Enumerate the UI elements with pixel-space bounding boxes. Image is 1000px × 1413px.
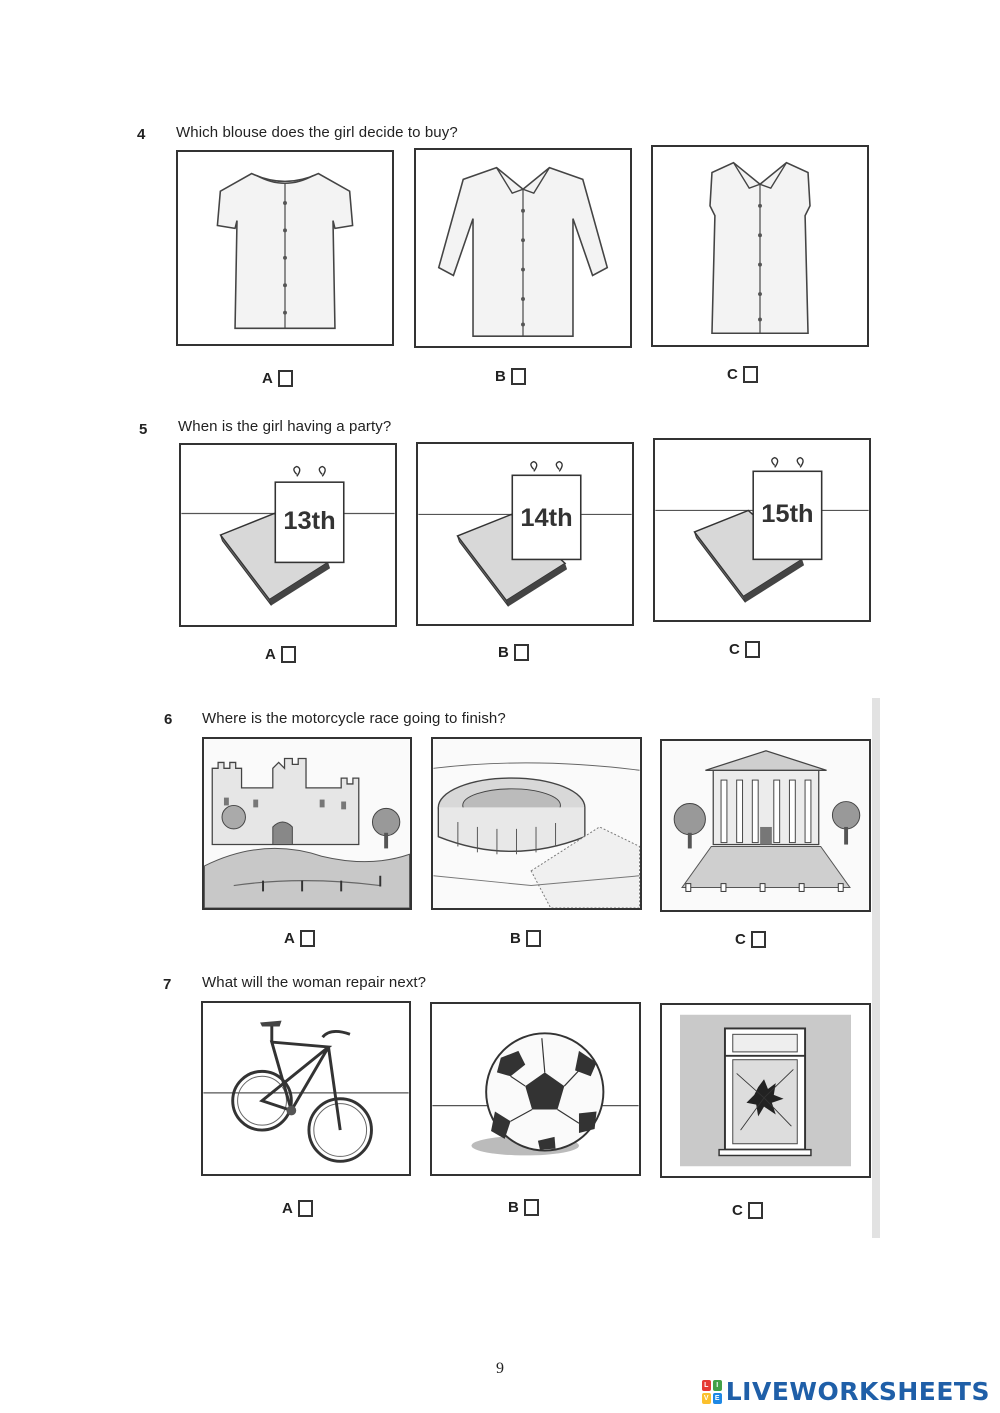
- question-6-text: Where is the motorcycle race going to finish?: [202, 710, 506, 727]
- q4-option-b-label: B: [495, 368, 506, 385]
- q4-picture-b-blouse-three-quarter-sleeves: [414, 148, 632, 348]
- question-5-number: 5: [139, 421, 148, 438]
- q5-calendar-c-label: 15th: [761, 500, 814, 529]
- question-7-number: 7: [163, 976, 172, 993]
- q4-option-b-checkbox[interactable]: [511, 368, 526, 385]
- q4-option-c-checkbox[interactable]: [743, 366, 758, 383]
- q4-option-c-label: C: [727, 366, 738, 383]
- q5-picture-c-calendar-15th: [653, 438, 871, 622]
- question-6-number: 6: [164, 711, 173, 728]
- question-5-text: When is the girl having a party?: [178, 418, 392, 435]
- q6-option-c-label: C: [735, 931, 746, 948]
- q7-picture-a-bicycle: [201, 1001, 411, 1176]
- q5-option-b-checkbox[interactable]: [514, 644, 529, 661]
- q5-picture-b-calendar-14th: [416, 442, 634, 626]
- q7-option-c[interactable]: [732, 1202, 763, 1219]
- q5-calendar-b-label: 14th: [520, 504, 573, 533]
- page-number: 9: [496, 1360, 504, 1377]
- q5-option-c-checkbox[interactable]: [745, 641, 760, 658]
- q5-calendar-a-label: 13th: [283, 507, 336, 536]
- logo-letter-v: V: [702, 1393, 711, 1404]
- q5-option-c[interactable]: [729, 641, 760, 658]
- q7-option-a[interactable]: [282, 1200, 313, 1217]
- q4-option-a-label: A: [262, 370, 273, 387]
- q6-option-c-checkbox[interactable]: [751, 931, 766, 948]
- q7-option-c-checkbox[interactable]: [748, 1202, 763, 1219]
- q4-option-c[interactable]: [727, 366, 758, 383]
- q7-option-b-label: B: [508, 1199, 519, 1216]
- q5-picture-a-calendar-13th: [179, 443, 397, 627]
- q7-option-b-checkbox[interactable]: [524, 1199, 539, 1216]
- q5-option-a-checkbox[interactable]: [281, 646, 296, 663]
- q7-picture-c-broken-window: [660, 1003, 871, 1178]
- q6-option-a[interactable]: [284, 930, 315, 947]
- q5-option-a-label: A: [265, 646, 276, 663]
- q6-picture-c-museum-building: [660, 739, 871, 912]
- q6-option-b[interactable]: [510, 930, 541, 947]
- q6-picture-a-castle: [202, 737, 412, 910]
- q4-option-a[interactable]: [262, 370, 293, 387]
- q6-option-a-label: A: [284, 930, 295, 947]
- q6-option-b-checkbox[interactable]: [526, 930, 541, 947]
- q4-option-b[interactable]: [495, 368, 526, 385]
- logo-letter-i: I: [713, 1380, 722, 1391]
- q6-option-c[interactable]: [735, 931, 766, 948]
- q7-option-c-label: C: [732, 1202, 743, 1219]
- question-4-number: 4: [137, 126, 146, 143]
- q7-picture-b-football: [430, 1002, 641, 1176]
- q6-option-a-checkbox[interactable]: [300, 930, 315, 947]
- liveworksheets-logo-icon: [702, 1380, 722, 1404]
- q5-option-b-label: B: [498, 644, 509, 661]
- logo-letter-l: L: [702, 1380, 711, 1391]
- liveworksheets-brand-text: LIVEWORKSHEETS: [725, 1377, 990, 1406]
- question-7-text: What will the woman repair next?: [202, 974, 427, 991]
- question-4-text: Which blouse does the girl decide to buy?: [176, 124, 458, 141]
- q4-picture-c-blouse-sleeveless: [651, 145, 869, 347]
- q5-option-b[interactable]: [498, 644, 529, 661]
- q4-picture-a-blouse-short-sleeves: [176, 150, 394, 346]
- q4-option-a-checkbox[interactable]: [278, 370, 293, 387]
- q7-option-a-checkbox[interactable]: [298, 1200, 313, 1217]
- liveworksheets-logo[interactable]: [702, 1377, 990, 1406]
- q7-option-b[interactable]: [508, 1199, 539, 1216]
- q5-option-c-label: C: [729, 641, 740, 658]
- q6-picture-b-stadium: [431, 737, 642, 910]
- q6-option-b-label: B: [510, 930, 521, 947]
- q7-option-a-label: A: [282, 1200, 293, 1217]
- logo-letter-e: E: [713, 1393, 722, 1404]
- q5-option-a[interactable]: [265, 646, 296, 663]
